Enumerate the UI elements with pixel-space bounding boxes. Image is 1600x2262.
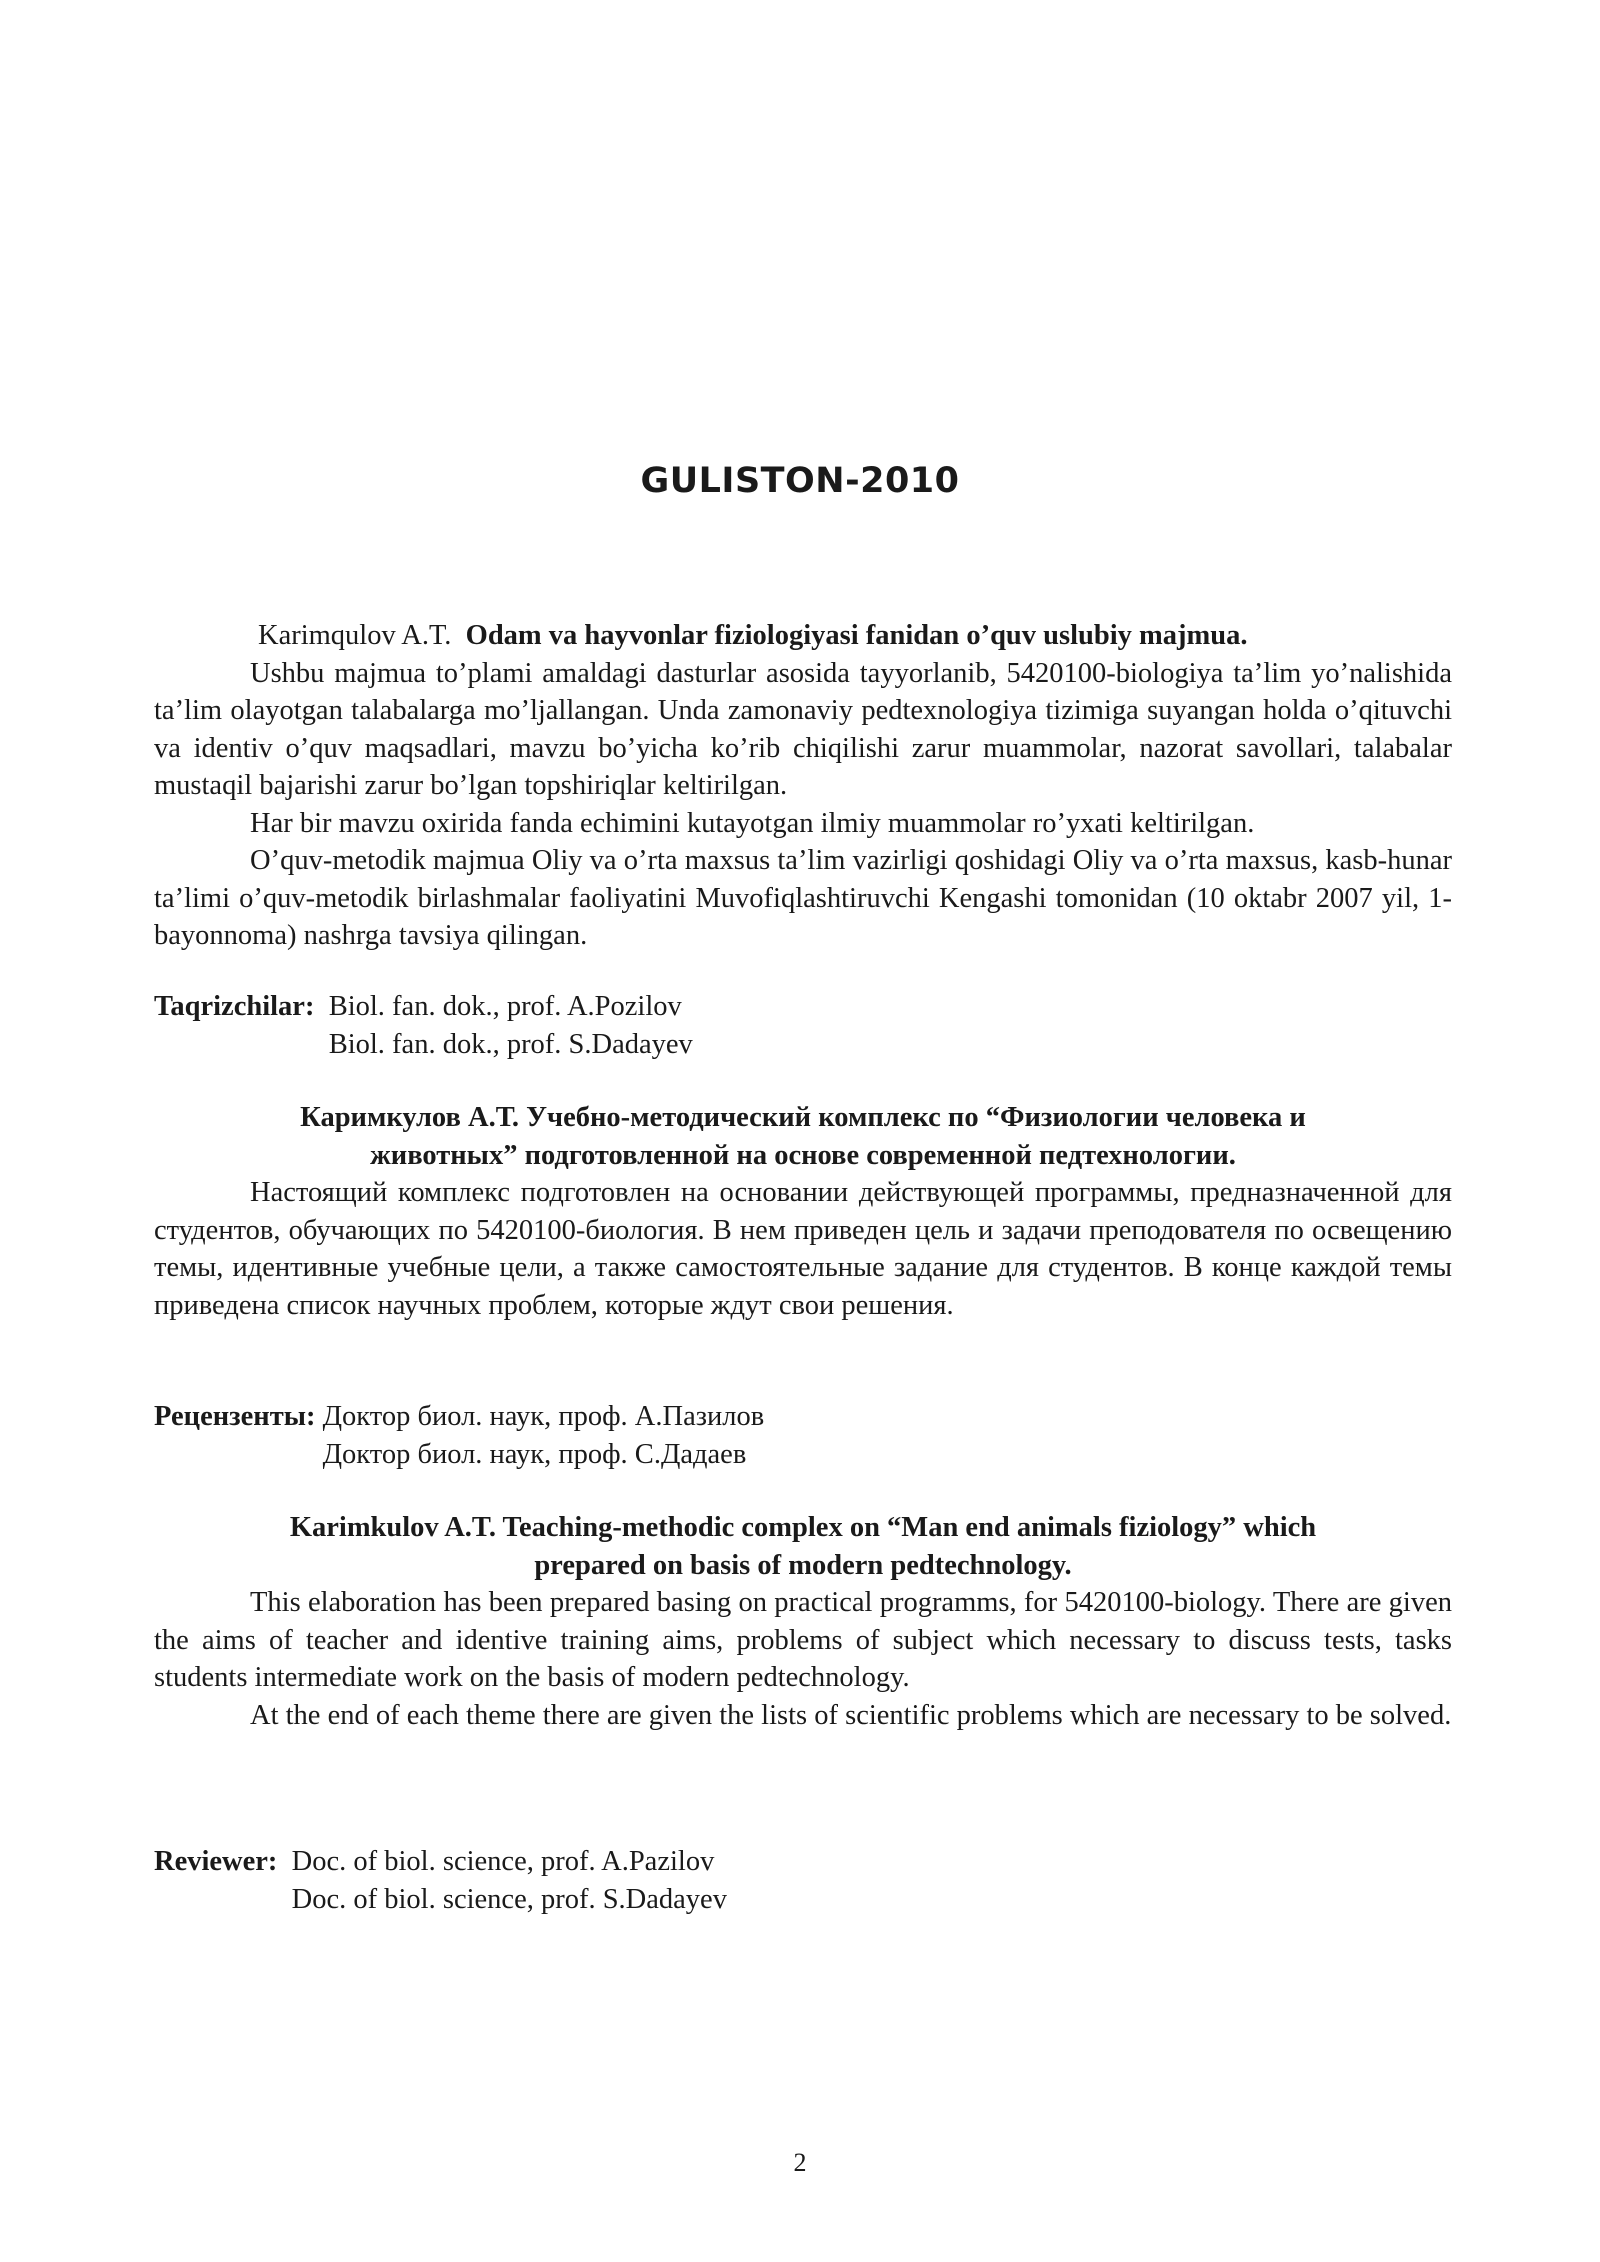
uz-author: Karimqulov A.T. [258, 620, 452, 651]
uz-reviewers [154, 988, 1452, 1063]
ru-reviewer-1: Доктор биол. наук, проф. А.Пазилов [322, 1401, 765, 1432]
uz-book-title: Odam va hayvonlar fiziologiyasi fanidan o’quv uslubiy majmua. [465, 620, 1248, 651]
uz-heading [154, 617, 1452, 655]
ru-heading-line-1: Каримкулов А.Т. Учебно-методический комплекс по “Физиологии человека и [300, 1102, 1306, 1133]
en-paragraph-1: This elaboration has been prepared basing on practical programms, for 5420100-biology. There are given the aims of teacher and identive training aims, problems of subject which necessary to discuss tests, tasks students intermediate work on the basis of modern pedtechnology. [154, 1587, 1452, 1693]
en-reviewers [154, 1843, 1452, 1918]
uz-paragraph-3: O’quv-metodik majmua Oliy va o’rta maxsus ta’lim vazirligi qoshidagi Oliy va o’rta maxsus, kasb-hunar ta’limi o’quv-metodik birlashmalar faoliyatini Muvofiqlashtiruvchi Kengashi tomonidan (10 oktabr 2007 yil, 1-bayonnoma) nashrga tavsiya qilingan. [154, 845, 1452, 951]
ru-paragraph-1: Настоящий комплекс подготовлен на основании действующей программы, предназначенной для студентов, обучающих по 5420100-биология. В нем приведен цель и задачи преподователя по освещению темы, идентивные учебные цели, а также самостоятельные задание для студентов. В конце каждой темы приведена список научных проблем, которые ждут свои решения. [154, 1177, 1452, 1321]
ru-reviewers-label: Рецензенты: [154, 1401, 323, 1432]
uz-paragraph-1: Ushbu majmua to’plami amaldagi dasturlar asosida tayyorlanib, 5420100-biologiya ta’lim yo’nalishida ta’lim olayotgan talabalarga mo’ljallangan. Unda zamonaviy pedtexnologiya tizimiga suyangan holda o’qituvchi va identiv o’quv maqsadlari, mavzu bo’yicha ko’rib chiqilishi zarur muammolar, nazorat savollari, talabalar mustaqil bajarishi zarur bo’lgan topshiriqlar keltirilgan. [154, 657, 1452, 801]
ru-reviewer-2: Доктор биол. наук, проф. С.Дадаев [322, 1438, 747, 1470]
en-reviewer-1: Doc. of biol. science, prof. A.Pazilov [291, 1846, 715, 1877]
uz-reviewer-2: Biol. fan. dok., prof. S.Dadayev [328, 1028, 693, 1060]
en-reviewers-label: Reviewer: [154, 1846, 292, 1877]
ru-annotation [154, 1099, 1452, 1324]
uz-annotation [154, 617, 1452, 955]
page-title: GULISTON-2010 [640, 461, 960, 501]
uz-reviewers-label: Taqrizchilar: [154, 991, 329, 1022]
en-paragraph-2: At the end of each theme there are given the lists of scientific problems which are necessary to be solved. [250, 1699, 1452, 1731]
en-heading-line-2: prepared on basis of modern pedtechnology. [534, 1549, 1072, 1581]
en-annotation [154, 1509, 1452, 1734]
ru-reviewers [154, 1398, 1452, 1473]
page-number: 2 [793, 2148, 807, 2177]
ru-heading-line-2: животных” подготовленной на основе современной педтехнологии. [370, 1139, 1236, 1171]
en-reviewer-2: Doc. of biol. science, prof. S.Dadayev [291, 1883, 727, 1915]
uz-paragraph-2: Har bir mavzu oxirida fanda echimini kutayotgan ilmiy muammolar ro’yxati keltirilgan. [250, 807, 1255, 839]
uz-reviewer-1: Biol. fan. dok., prof. A.Pozilov [328, 991, 682, 1022]
en-heading-line-1: Karimkulov A.T. Teaching-methodic complex on “Man end animals fiziology” which [289, 1512, 1317, 1543]
